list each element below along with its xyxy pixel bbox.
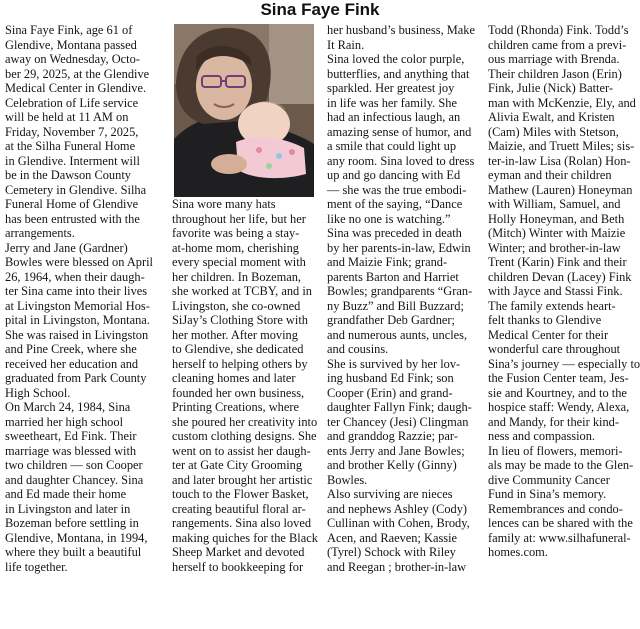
text-line: herself to bookkeeping for [172,559,304,574]
text-line: The family extends heart- [488,298,616,313]
text-line: ents Jerry and Jane Bowles; [327,443,465,458]
text-line: High School. [5,385,71,400]
text-line: Remembrances and condo- [488,501,623,516]
text-line: and cousins. [327,342,389,356]
text-line: Cullinan with Cohen, Brody, [327,516,470,530]
text-line: eyman and their children [488,168,612,182]
text-line: by her parents-in-law, Edwin [327,240,471,255]
text-line: Medical Center in Glendive. [5,81,147,95]
text-line: has been entrusted with the [5,211,140,226]
text-line: went on to assist her daugh- [172,443,311,458]
text-line: daughter Fallyn Fink; daugh- [327,400,472,414]
text-line: Also surviving are nieces [327,487,453,501]
text-line: she poured her creativity into [172,414,318,429]
text-line: up and go dancing with Ed [327,168,461,182]
text-line: Bowles; grandparents “Gran- [327,284,473,298]
text-line: throughout her life, but her [172,211,306,226]
text-line: sparkled. Her greatest joy [327,81,455,95]
text-line: Jerry and Jane (Gardner) [5,240,128,255]
text-line: every special moment with [172,255,306,269]
text-line: sie and Kourtney, and to the [488,385,627,400]
text-line: ny Buzz” and Bill Buzzard; [327,298,464,313]
text-line: Celebration of Life service [5,95,139,110]
text-line: dive Community Cancer [488,472,610,487]
text-line: any room. Sina loved to dress [327,153,475,168]
text-line: making quiches for the Black [172,530,318,545]
text-line: Acen, and Raeven; Kassie [327,530,458,545]
text-line: Friday, November 7, 2025, [5,124,139,139]
text-line: where they built a beautiful [5,545,142,559]
text-line: rangements. Sina also loved [172,516,312,530]
text-line: Sina wore many hats [172,197,276,211]
text-line: had an infectious laugh, an [327,110,461,124]
text-line: with William, Samuel, and [488,197,621,211]
text-line: married her high school [5,414,124,429]
text-line: ment of the saying, “Dance [327,197,463,211]
text-line: Medical Center for their [488,327,609,342]
text-line: and later brought her artistic [172,472,313,487]
text-line: custom clothing designs. She [172,429,317,443]
text-line: and numerous aunts, uncles, [327,327,468,342]
text-line: Holly Honeyman, and Beth [488,211,625,226]
text-line: at Livingston Memorial Hos- [5,298,150,313]
text-line: wonderful care throughout [488,342,621,356]
text-line: ter at Gate City Grooming [172,458,303,472]
text-line: family at: www.silhafuneral- [488,530,631,545]
text-line: life together. [5,559,68,574]
text-line: founded her own business, [172,385,305,400]
text-line: at the Silha Funeral Home [5,139,136,153]
text-line: Glendive, Montana, in 1994, [5,530,148,545]
text-line: and Mandy, for their kind- [488,414,619,429]
text-line: she worked at TCBY, and in [172,284,312,298]
text-line: herself to helping others by [172,356,308,371]
text-line: in Livingston and later in [5,501,131,516]
text-line: ter-in-law Lisa (Rolan) Hon- [488,153,631,168]
text-line: In lieu of flowers, memori- [488,443,623,458]
text-line: Trent (Karin) Fink and their [488,255,627,269]
text-line: (Mitch) Winter with Maizie [488,226,626,240]
text-line: Winter; and brother-in-law [488,240,621,255]
text-line: man with McKenzie, Ely, and [488,95,636,110]
text-line: homes.com. [488,545,548,559]
text-line: She was raised in Livingston [5,327,149,342]
column-3 [327,23,483,574]
text-line: Bozeman before settling in [5,516,139,530]
text-line: — she was the true embodi- [327,182,467,197]
text-line: Printing Creations, where [172,400,299,414]
text-line: Sina was preceded in death [327,226,462,240]
text-line: Sina Faye Fink, age 61 of [5,23,133,37]
text-line: lences can be shared with the [488,516,633,530]
text-line: Glendive, Montana passed [5,37,137,52]
text-line: ous marriage with Brenda. [488,52,620,66]
text-line: and daughter Chancey. Sina [5,472,144,487]
text-line: her mother. After moving [172,327,298,342]
text-line: be in the Dawson County [5,168,131,182]
text-line: Maizie, and Truett Miles; sis- [488,139,635,153]
text-line: with Jayce and Stassi Fink. [488,284,623,298]
text-line: children Devan (Lacey) Fink [488,269,632,284]
text-line: Bowles were blessed on April [5,255,153,269]
text-line: Cemetery in Glendive. Silha [5,182,147,197]
text-line: Sina’s journey — especially to [488,356,640,371]
text-line: ter Sina came into their lives [5,284,148,298]
text-line: felt thanks to Glendive [488,313,602,327]
text-line: parents Barton and Harriet [327,269,459,284]
obituary-title: Sina Faye Fink [260,0,380,19]
column-2 [172,23,318,574]
text-line: and nephews Ashley (Cody) [327,501,468,516]
text-line: 26, 1964, when their daugh- [5,269,145,284]
text-line: away on Wednesday, Octo- [5,52,140,66]
text-line: marriage was blessed with [5,443,137,458]
text-line: and Pine Creek, where she [5,342,137,356]
text-line: She is survived by her lov- [327,356,461,371]
text-line: graduated from Park County [5,371,147,385]
text-line: amazing sense of humor, and [327,124,472,139]
text-line: Sina loved the color purple, [327,52,465,66]
text-line: and brother Kelly (Ginny) [327,458,457,472]
text-line: Cooper (Erin) and grand- [327,385,453,400]
text-line: will be held at 11 AM on [5,110,129,124]
text-line: Fund in Sina’s memory. [488,487,607,501]
text-line: touch to the Flower Basket, [172,487,309,501]
text-line: (Cam) Miles with Stetson, [488,124,619,139]
text-line: to Glendive, she dedicated [172,342,304,356]
text-line: like no one is watching.” [327,211,451,226]
text-line: sweetheart, Ed Fink. Their [5,429,137,443]
text-line: ber 29, 2025, at the Glendive [5,66,150,81]
text-line: grandfather Deb Gardner; [327,313,455,327]
text-line: at-home mom, cherishing [172,240,299,255]
text-line: SiJay’s Clothing Store with [172,313,308,327]
text-line: butterflies, and anything that [327,66,470,81]
text-line: Alivia Ewalt, and Kristen [488,110,615,124]
text-line: Funeral Home of Glendive [5,197,139,211]
text-line: Todd (Rhonda) Fink. Todd’s [488,23,629,37]
text-line: her husband’s business, Make [327,23,475,37]
text-line: and Reegan ; brother-in-law [327,559,467,574]
text-line: the Fusion Center team, Jes- [488,371,629,385]
text-line: On March 24, 1984, Sina [5,400,131,414]
text-line: Sheep Market and devoted [172,545,305,559]
text-line: cleaning homes and later [172,371,296,385]
text-line: creating beautiful floral ar- [172,501,306,516]
text-line: and Maizie Fink; grand- [327,255,448,269]
text-line: (Tyrel) Schock with Riley [327,545,456,559]
text-line: children came from a previ- [488,37,627,52]
text-line: Their children Jason (Erin) [488,66,622,81]
text-line: Livingston, she co-owned [172,298,301,313]
text-line: ing husband Ed Fink; son [327,371,454,385]
text-line: her children. In Bozeman, [172,269,302,284]
text-line: a smile that could light up [327,139,457,153]
text-line: arrangements. [5,226,75,240]
text-line: favorite was being a stay- [172,226,300,240]
text-line: ness and compassion. [488,429,596,443]
text-line: two children — son Cooper [5,458,143,472]
text-line: Mathew (Lauren) Honeyman [488,182,633,197]
column-1 [5,23,161,574]
text-line: als may be made to the Glen- [488,458,634,472]
text-line: in life was her family. She [327,95,457,110]
text-line: Bowles. [327,472,368,487]
column-4 [488,23,638,560]
text-line: and granddog Razzie; par- [327,429,458,443]
text-line: in Glendive. Interment will [5,153,140,168]
text-line: pital in Livingston, Montana. [5,313,150,327]
text-line: received her education and [5,356,139,371]
text-line: ter Chancey (Jesi) Clingman [327,414,469,429]
text-line: and Ed made their home [5,487,127,501]
text-line: Fink, Julie (Nick) Batter- [488,81,614,95]
text-line: It Rain. [327,37,365,52]
text-line: hospice staff: Wendy, Alexa, [488,400,630,414]
